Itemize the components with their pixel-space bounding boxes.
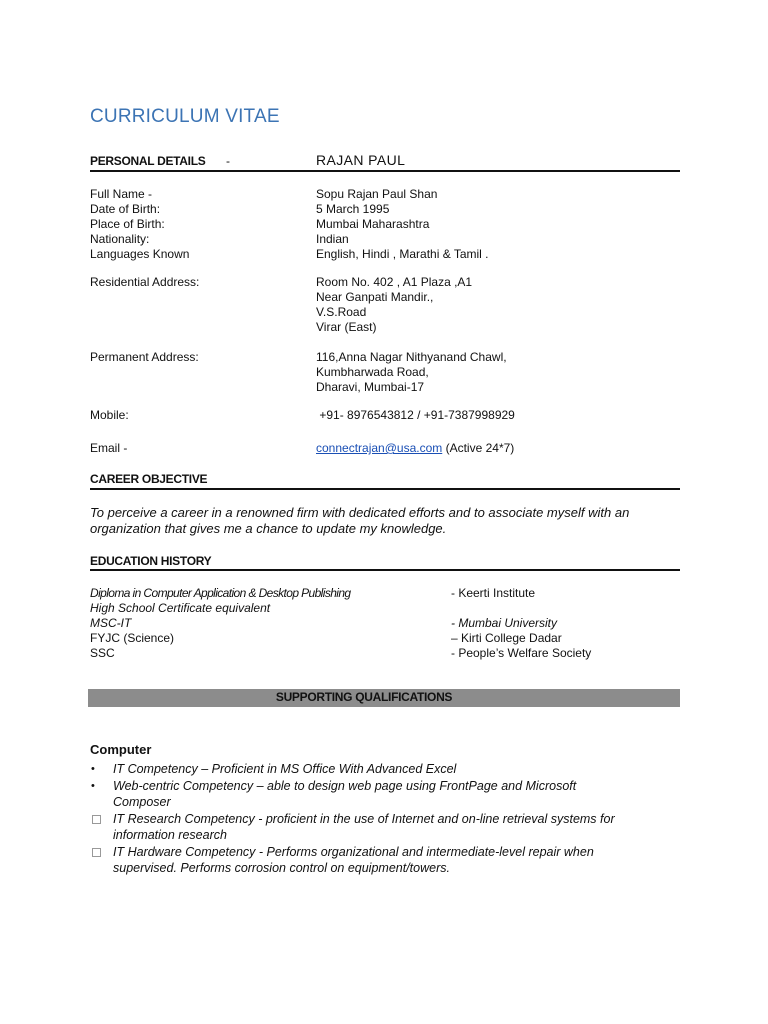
value-dob: 5 March 1995 <box>316 202 390 216</box>
value-pob: Mumbai Maharashtra <box>316 217 430 231</box>
section-rule <box>90 488 680 490</box>
item-line: supervised. Performs corrosion control on equipment/towers. <box>113 861 450 875</box>
course-msc: MSC-IT <box>90 616 132 630</box>
institute-peoples-welfare: - People’s Welfare Society <box>451 646 592 660</box>
item-line: information research <box>113 828 227 842</box>
supporting-qualifications-heading: SUPPORTING QUALIFICATIONS <box>275 690 453 704</box>
item-line: IT Competency – Proficient in MS Office With Advanced Excel <box>113 762 457 776</box>
item-line: IT Hardware Competency - Performs organizational and intermediate-level repair when <box>113 845 594 859</box>
mobile-label: Mobile: <box>90 408 129 422</box>
list-item <box>90 844 690 876</box>
item-line: Web-centric Competency – able to design web page using FrontPage and Microsoft <box>113 779 577 793</box>
section-rule <box>90 569 680 571</box>
qualification-list <box>90 761 690 877</box>
permanent-address <box>316 350 507 395</box>
mobile-value: +91- 8976543812 / +91-7387998929 <box>316 408 515 422</box>
course-diploma: Diploma in Computer Application & Desktop Publishing <box>90 586 351 600</box>
residential-line: Room No. 402 , A1 Plaza ,A1 <box>316 275 473 289</box>
value-nationality: Indian <box>316 232 349 246</box>
education-history-heading: EDUCATION HISTORY <box>90 554 212 568</box>
course-hsc: High School Certificate equivalent <box>90 601 271 615</box>
list-item <box>90 778 690 810</box>
box-bullet-icon <box>92 815 101 824</box>
institute-kirti-college: – Kirti College Dadar <box>451 631 562 645</box>
permanent-label: Permanent Address: <box>90 350 199 364</box>
label-pob: Place of Birth: <box>90 217 165 231</box>
item-line: Composer <box>113 795 171 809</box>
label-nationality: Nationality: <box>90 232 150 246</box>
label-full-name: Full Name - <box>90 187 153 201</box>
residential-label: Residential Address: <box>90 275 200 289</box>
bullet-icon: • <box>91 780 95 792</box>
box-bullet-icon <box>92 848 101 857</box>
computer-subheading: Computer <box>90 742 152 757</box>
course-ssc: SSC <box>90 646 115 660</box>
personal-labels <box>90 187 310 262</box>
education-institutes <box>451 586 591 661</box>
supporting-qualifications-band <box>88 689 680 707</box>
career-objective-text: To perceive a career in a renowned firm with dedicated efforts and to associate myself with an organization that gives me a chance to update my knowledge. <box>90 505 630 536</box>
document-title: CURRICULUM VITAE <box>90 106 280 127</box>
label-languages: Languages Known <box>90 247 190 261</box>
education-courses <box>90 586 351 661</box>
email-label: Email - <box>90 441 128 455</box>
institute-keerti: - Keerti Institute <box>451 586 536 600</box>
permanent-line: Kumbharwada Road, <box>316 365 429 379</box>
institute-mumbai-university: - Mumbai University <box>451 616 558 630</box>
permanent-line: Dharavi, Mumbai-17 <box>316 380 425 394</box>
heading-dash: - <box>226 154 230 168</box>
residential-line: Near Ganpati Mandir., <box>316 290 434 304</box>
label-dob: Date of Birth: <box>90 202 161 216</box>
residential-address <box>316 275 472 335</box>
institute-blank <box>451 601 591 616</box>
section-rule <box>90 170 680 172</box>
email-suffix: (Active 24*7) <box>442 441 515 455</box>
item-line: IT Research Competency - proficient in the use of Internet and on-line retrieval systems for <box>113 812 615 826</box>
bullet-icon: • <box>91 763 95 775</box>
email-value <box>316 441 514 456</box>
value-full-name: Sopu Rajan Paul Shan <box>316 187 438 201</box>
personal-details-heading: PERSONAL DETAILS <box>90 154 206 168</box>
career-objective-heading: CAREER OBJECTIVE <box>90 472 208 486</box>
permanent-line: 116,Anna Nagar Nithyanand Chawl, <box>316 350 507 364</box>
list-item <box>90 811 690 843</box>
candidate-name: RAJAN PAUL <box>316 152 406 168</box>
residential-line: V.S.Road <box>316 305 367 319</box>
value-languages: English, Hindi , Marathi & Tamil . <box>316 247 489 261</box>
list-item <box>90 761 690 777</box>
personal-values <box>316 187 489 262</box>
residential-line: Virar (East) <box>316 320 377 334</box>
course-fyjc: FYJC (Science) <box>90 631 175 645</box>
email-link[interactable]: connectrajan@usa.com <box>316 441 443 455</box>
